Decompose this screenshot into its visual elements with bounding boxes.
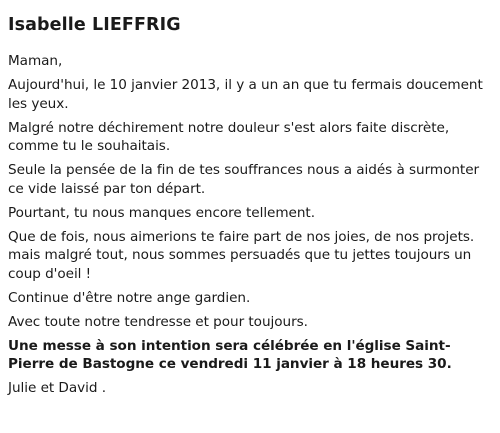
paragraph-joys: Que de fois, nous aimerions te faire part de nos joies, de nos projets. mais malgré tout, nous sommes persuadés que tu jettes toujours un coup d'oeil ! — [8, 228, 475, 282]
paragraph-missing: Pourtant, tu nous manques encore tellement. — [8, 204, 315, 221]
paragraph-anniversary: Aujourd'hui, le 10 janvier 2013, il y a un an que tu fermais doucement les yeux. — [8, 76, 483, 112]
paragraph-grief: Malgré notre déchirement notre douleur s'est alors faite discrète, comme tu le souhaitais. — [8, 119, 450, 155]
signature: Julie et David . — [8, 380, 106, 397]
page-title: Isabelle LIEFFRIG — [8, 15, 181, 35]
paragraph-tenderness: Avec toute notre tendresse et pour toujours. — [8, 313, 308, 330]
mass-announcement: Une messe à son intention sera célébrée en l'église Saint-Pierre de Bastogne ce vendredi 11 janvier à 18 heures 30. — [8, 337, 452, 373]
greeting: Maman, — [8, 53, 63, 69]
paragraph-guardian: Continue d'être notre ange gardien. — [8, 289, 251, 306]
paragraph-comfort: Seule la pensée de la fin de tes souffrances nous a aidés à surmonter ce vide laissé par ton départ. — [8, 162, 480, 197]
